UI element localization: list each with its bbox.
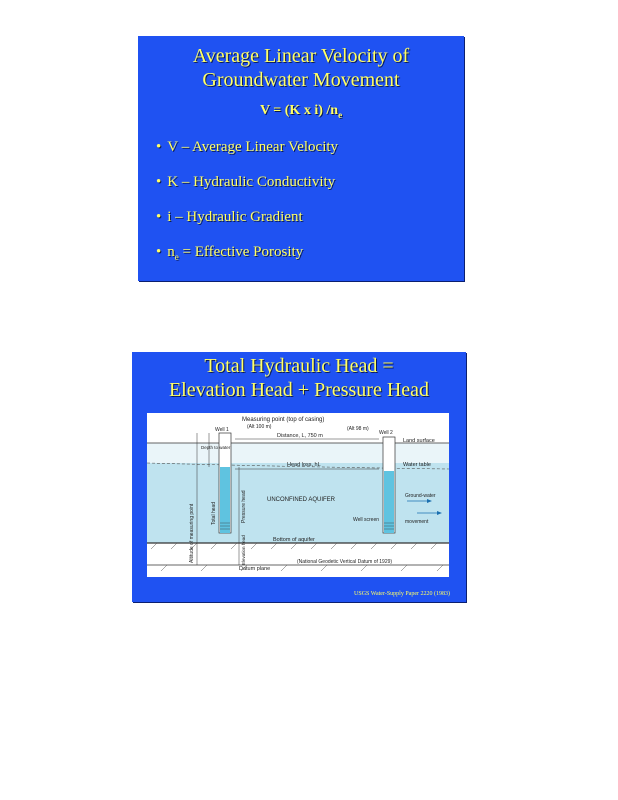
label-well-1: Well 1 — [215, 427, 229, 433]
velocity-formula — [138, 103, 464, 120]
label-measuring-point: Measuring point (top of casing) — [242, 417, 325, 423]
velocity-slide — [138, 36, 464, 281]
list-item — [156, 171, 338, 206]
title-line-2: Elevation Head + Pressure Head — [168, 379, 430, 401]
title-line-1: Average Linear Velocity of — [192, 45, 410, 67]
bullet-subscript: e — [174, 252, 179, 262]
label-ground-water: Ground-water — [405, 493, 436, 499]
hydraulic-head-slide — [132, 352, 466, 602]
bullet-icon: • — [156, 244, 162, 260]
label-alt-100: (Alt 100 m) — [247, 424, 272, 430]
bullet-text: = Effective Porosity — [178, 244, 304, 260]
label-total-head: Total head — [211, 501, 217, 525]
bullet-icon: • — [156, 139, 162, 155]
label-head-loss: Head loss, hL — [287, 462, 321, 468]
aquifer-diagram — [147, 413, 449, 577]
bullet-icon: • — [156, 174, 162, 190]
label-well-screen: Well screen — [353, 517, 380, 523]
slide-title — [138, 44, 464, 92]
list-item — [156, 136, 338, 171]
label-datum-name: (National Geodetic Vertical Datum of 1929) — [297, 559, 393, 565]
label-land-surface: Land surface — [403, 438, 435, 444]
formula-subscript: e — [338, 109, 343, 120]
bullet-text: V – Average Linear Velocity — [167, 139, 339, 155]
label-water-table: Water table — [403, 462, 431, 468]
label-distance: Distance, L, 750 m — [277, 433, 323, 439]
bullet-prefix: n — [167, 244, 175, 260]
definition-list — [156, 136, 338, 276]
bullet-text: i – Hydraulic Gradient — [167, 209, 303, 225]
bullet-icon: • — [156, 209, 162, 225]
label-aquifer: UNCONFINED AQUIFER — [267, 497, 336, 503]
label-altitude-mp: Altitude of measuring point — [189, 503, 195, 563]
label-well-2: Well 2 — [379, 430, 393, 436]
label-alt-98: (Alt 98 m) — [347, 426, 369, 432]
list-item — [156, 206, 338, 241]
label-pressure-head: Pressure head — [241, 490, 247, 523]
bullet-text: K – Hydraulic Conductivity — [167, 174, 336, 190]
label-depth-to-water: Depth to water — [201, 445, 231, 450]
label-elevation-head: Elevation head — [241, 535, 246, 565]
label-datum-plane: Datum plane — [239, 566, 271, 572]
source-credit: USGS Water-Supply Paper 2220 (1983) — [354, 591, 450, 597]
well-2-water — [384, 471, 394, 533]
label-movement: movement — [405, 519, 429, 525]
list-item — [156, 241, 338, 276]
unsaturated-zone — [147, 443, 449, 463]
title-line-1: Total Hydraulic Head = — [204, 355, 394, 377]
formula-main: V = (K x i) /n — [259, 103, 339, 118]
title-line-2: Groundwater Movement — [202, 69, 400, 91]
slide-title — [132, 354, 466, 402]
label-bottom-aquifer: Bottom of aquifer — [273, 537, 315, 543]
